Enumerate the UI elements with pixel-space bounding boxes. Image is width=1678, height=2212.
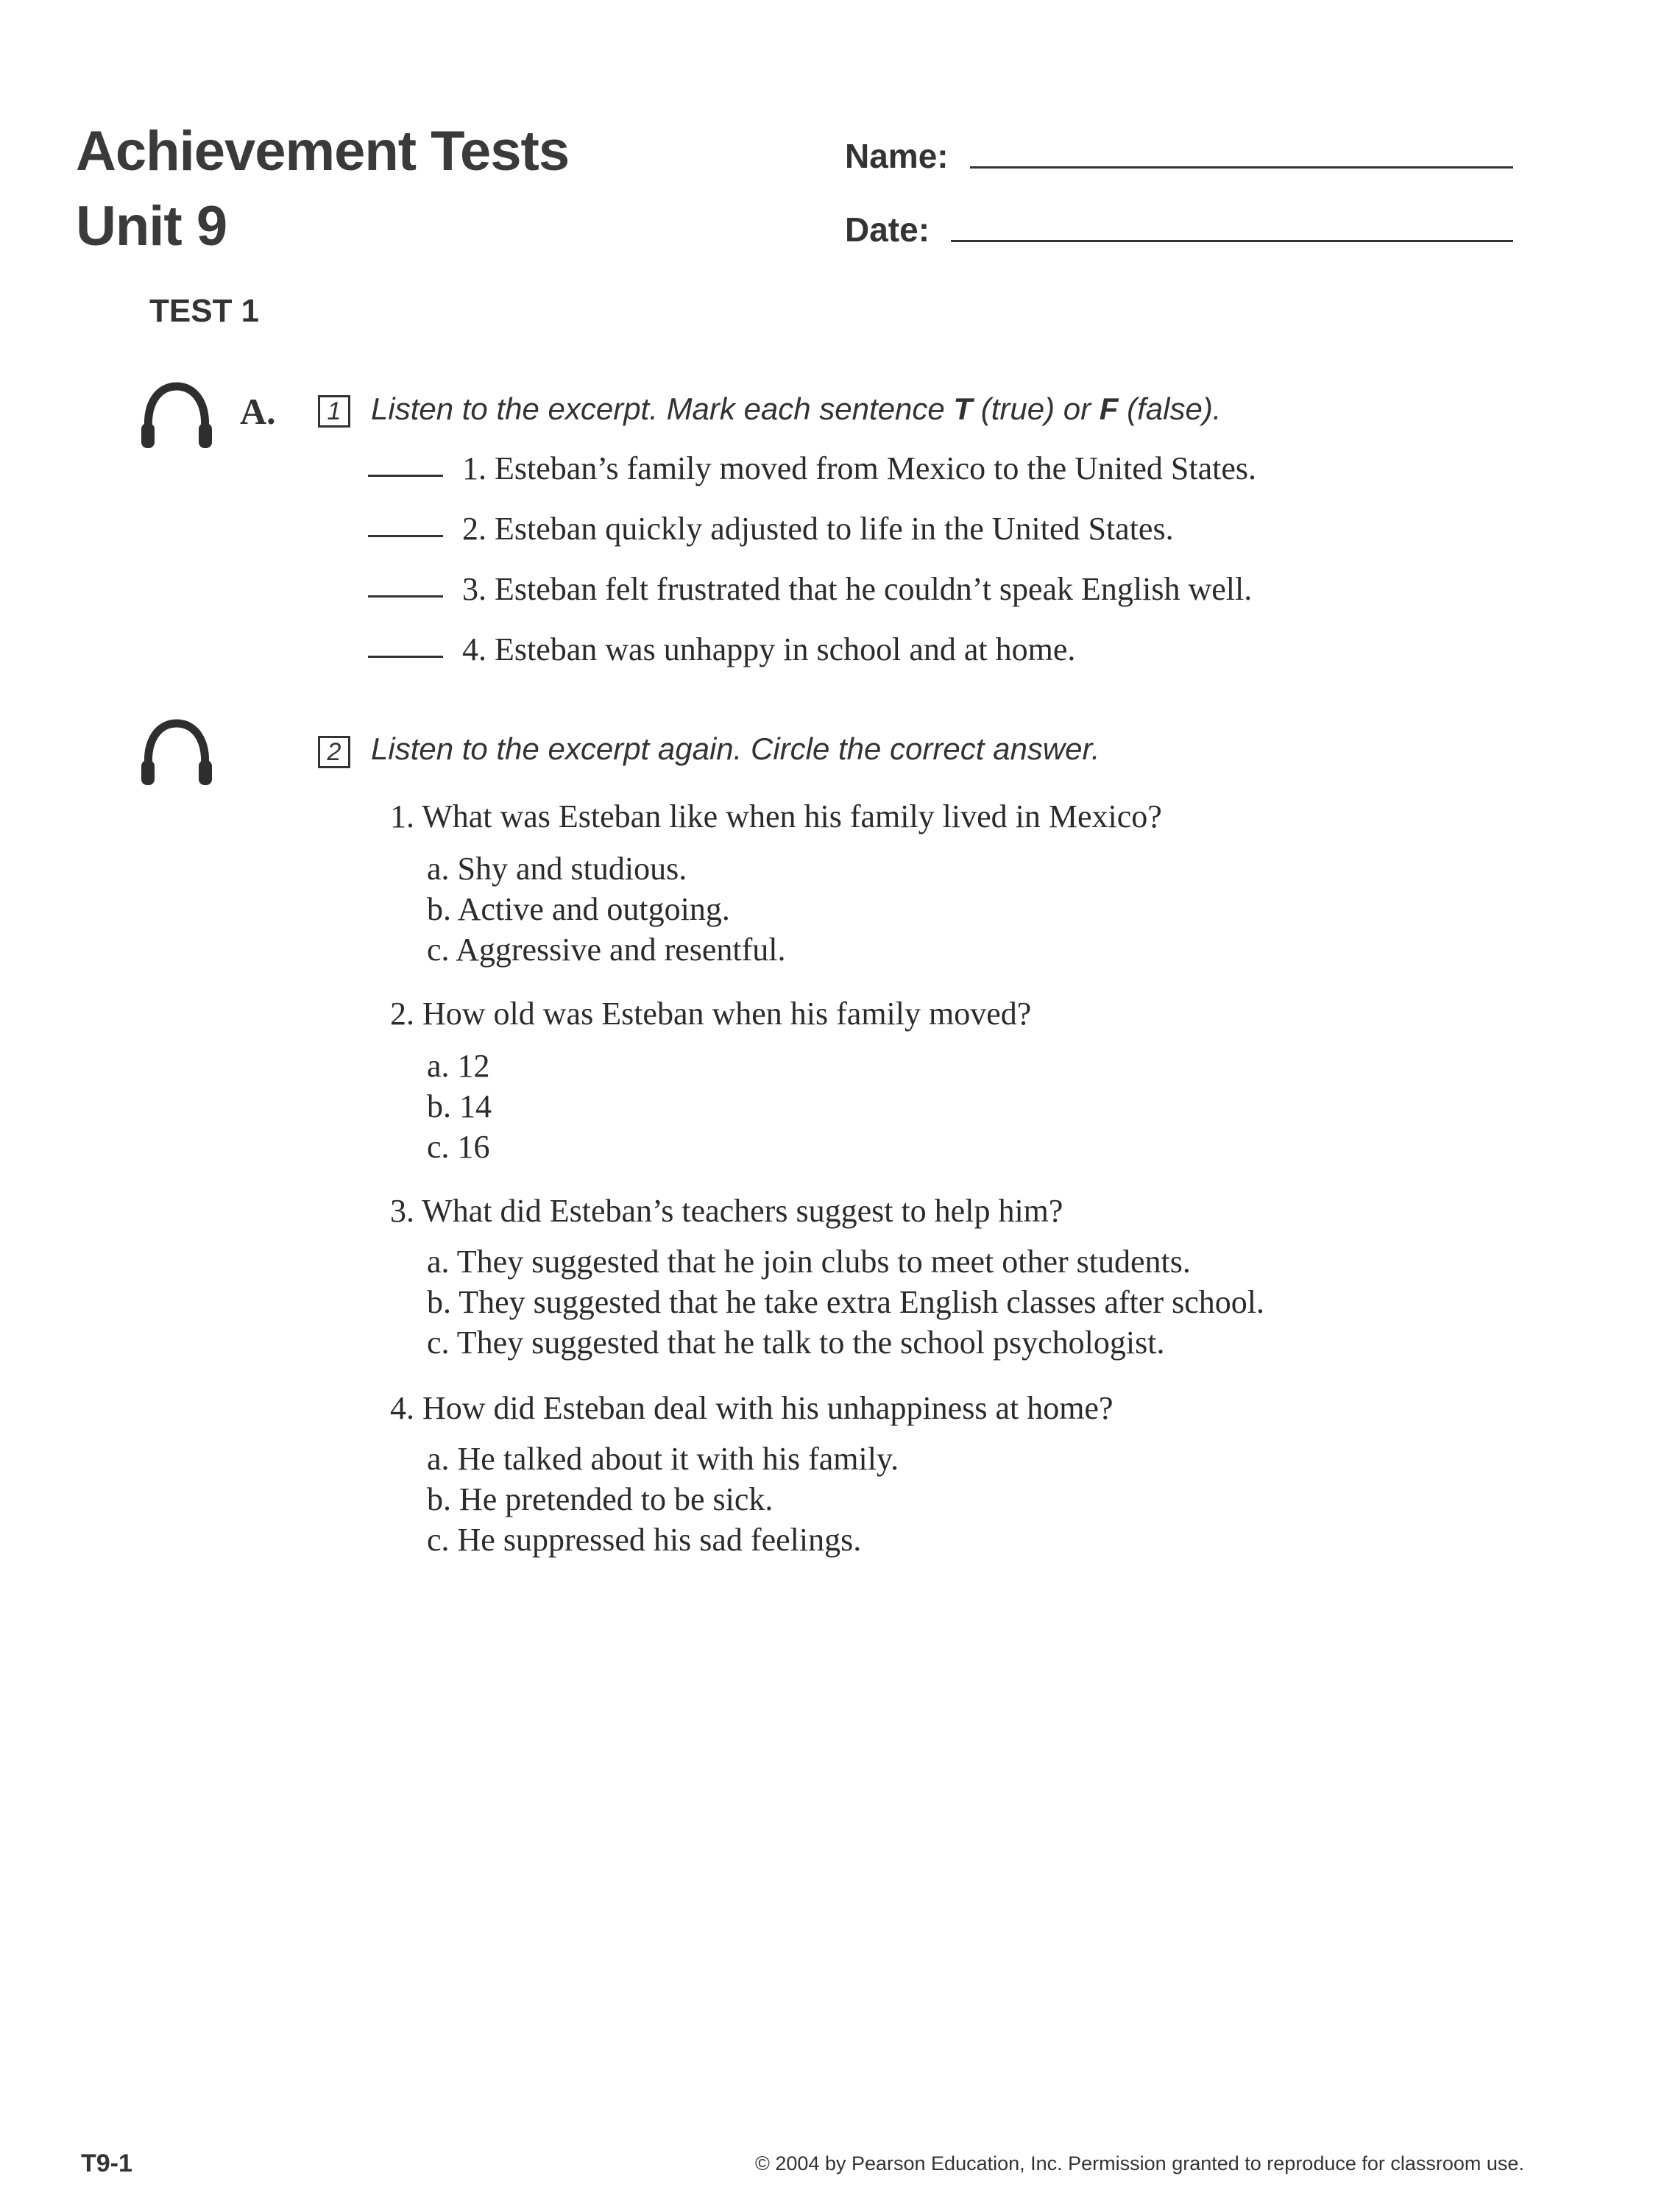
part2-instruction: Listen to the excerpt again. Circle the correct answer.	[371, 731, 1100, 766]
name-field[interactable]	[970, 166, 1513, 169]
instruction-text: (false).	[1118, 391, 1222, 426]
headphones-icon	[138, 717, 215, 788]
answer-option[interactable]: a. 12	[427, 1048, 490, 1084]
instruction-true: T	[953, 391, 973, 426]
instruction-false: F	[1099, 391, 1119, 426]
page-title	[76, 114, 569, 264]
answer-blank[interactable]	[368, 656, 443, 658]
answer-option[interactable]: b. 14	[427, 1088, 492, 1124]
answer-option[interactable]: b. He pretended to be sick.	[427, 1481, 773, 1517]
answer-blank[interactable]	[368, 475, 443, 477]
answer-option[interactable]: c. 16	[427, 1129, 490, 1165]
headphones-icon	[138, 380, 215, 451]
title-line-2: Unit 9	[76, 195, 227, 258]
tf-statement: 2. Esteban quickly adjusted to life in the United States.	[462, 511, 1174, 547]
answer-option[interactable]: c. He suppressed his sad feelings.	[427, 1522, 862, 1558]
section-letter: A.	[240, 391, 276, 432]
answer-option[interactable]: a. They suggested that he join clubs to meet other students.	[427, 1244, 1191, 1280]
tf-statement: 1. Esteban’s family moved from Mexico to the United States.	[462, 450, 1257, 486]
question: 2. How old was Esteban when his family moved?	[390, 996, 1032, 1032]
question: 4. How did Esteban deal with his unhappiness at home?	[390, 1390, 1114, 1426]
answer-option[interactable]: a. He talked about it with his family.	[427, 1441, 899, 1477]
answer-option[interactable]: a. Shy and studious.	[427, 851, 687, 887]
part1-instruction	[371, 391, 1221, 427]
tf-statement: 4. Esteban was unhappy in school and at home.	[462, 631, 1076, 667]
answer-option[interactable]: b. Active and outgoing.	[427, 891, 730, 927]
copyright-notice: © 2004 by Pearson Education, Inc. Permission granted to reproduce for classroom use.	[755, 2152, 1524, 2174]
track-number-1: 1	[318, 395, 350, 428]
question: 3. What did Esteban’s teachers suggest to help him?	[390, 1193, 1063, 1229]
test-label: TEST 1	[149, 293, 260, 329]
answer-option[interactable]: b. They suggested that he take extra English classes after school.	[427, 1284, 1264, 1320]
name-label: Name:	[845, 137, 949, 175]
answer-option[interactable]: c. Aggressive and resentful.	[427, 932, 786, 968]
track-number-2: 2	[318, 736, 350, 768]
date-field[interactable]	[951, 240, 1513, 242]
instruction-text: (true) or	[972, 391, 1100, 426]
instruction-text: Listen to the excerpt. Mark each sentence	[371, 391, 954, 426]
tf-statement: 3. Esteban felt frustrated that he couldn’t speak English well.	[462, 571, 1253, 607]
question: 1. What was Esteban like when his family lived in Mexico?	[390, 798, 1162, 834]
answer-option[interactable]: c. They suggested that he talk to the school psychologist.	[427, 1325, 1165, 1361]
answer-blank[interactable]	[368, 535, 443, 537]
page-number: T9-1	[81, 2149, 132, 2177]
date-label: Date:	[845, 210, 930, 249]
title-line-1: Achievement Tests	[76, 120, 570, 182]
answer-blank[interactable]	[368, 595, 443, 598]
